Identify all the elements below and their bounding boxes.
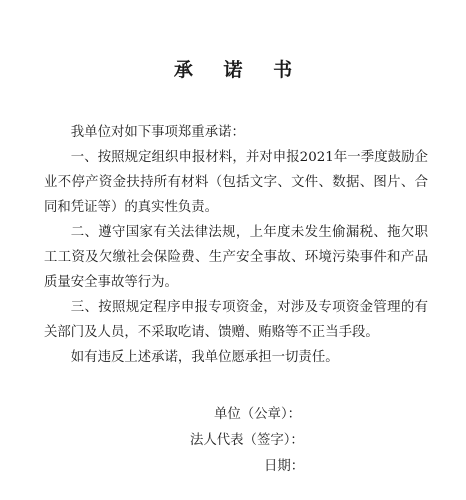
unit-seal-label: 单位（公章）：	[214, 407, 302, 422]
commitment-item-2: 二、遵守国家有关法律法规，上年度未发生偷漏税、拖欠职工工资及欠缴社会保险费、生产安全事故、环境污染事件和产品质量安全事故等行为。	[44, 225, 428, 290]
document-title: 承 诺 书	[173, 59, 305, 81]
document-body	[44, 120, 428, 370]
legal-representative-label: 法人代表（签字）：	[190, 433, 304, 448]
commitment-item-1: 一、按照规定组织申报材料，并对申报2021年一季度鼓励企业不停产资金扶持所有材料（包括文字、文件、数据、图片、合同和凭证等）的真实性负责。	[44, 150, 428, 215]
intro-paragraph: 我单位对如下事项郑重承诺：	[70, 125, 245, 140]
closing-paragraph: 如有违反上述承诺，我单位愿承担一切责任。	[70, 350, 339, 365]
commitment-item-3: 三、按照规定程序申报专项资金，对涉及专项资金管理的有关部门及人员，不采取吃请、馈赠、贿赂等不正当手段。	[44, 300, 428, 340]
date-label: 日期：	[264, 459, 305, 474]
